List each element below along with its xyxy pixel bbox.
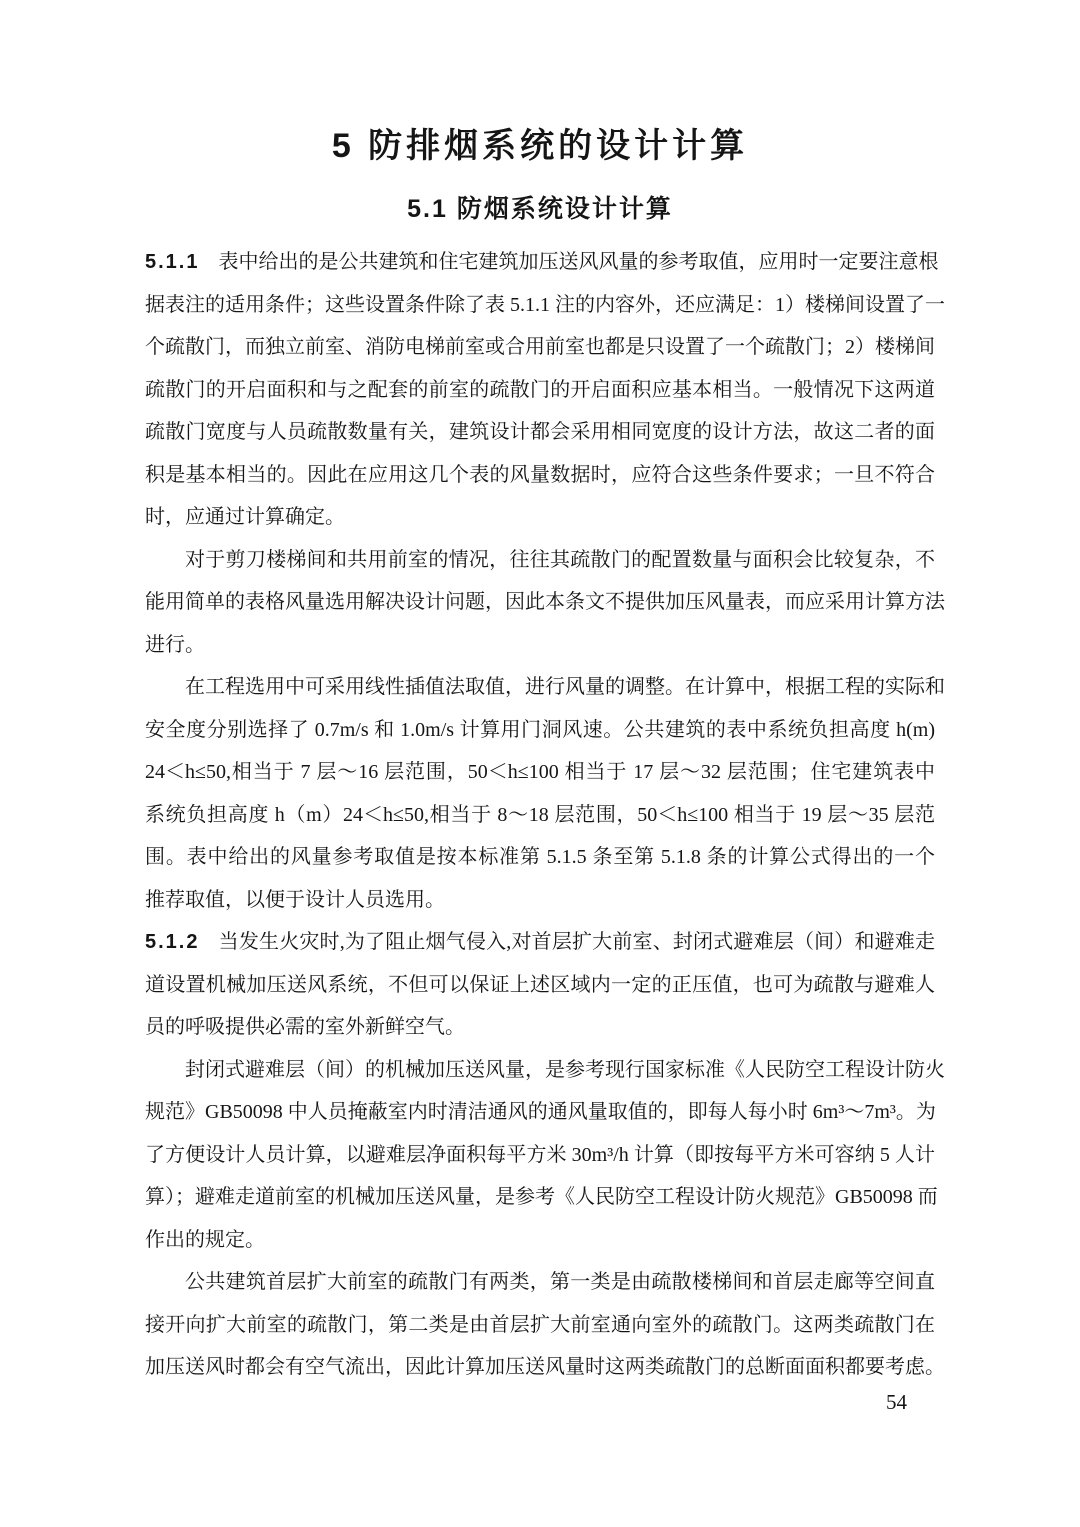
- text-line: 围。表中给出的风量参考取值是按本标准第 5.1.5 条至第 5.1.8 条的计算公式得出的一个: [145, 846, 935, 868]
- text-line: 24＜h≤50,相当于 7 层～16 层范围，50＜h≤100 相当于 17 层～32 层范围；住宅建筑表中: [145, 761, 935, 783]
- text-line: 时，应通过计算确定。: [145, 506, 345, 528]
- text-line: 进行。: [145, 633, 205, 656]
- text-line: 疏散门的开启面积和与之配套的前室的疏散门的开启面积应基本相当。一般情况下这两道: [145, 378, 935, 401]
- paragraph: [145, 1261, 945, 1389]
- page-number: 54: [886, 1390, 907, 1414]
- text-line: 5.1.1 表中给出的是公共建筑和住宅建筑加压送风风量的参考取值，应用时一定要注意根: [145, 251, 939, 273]
- clause-number: 5.1.1: [145, 251, 200, 273]
- text-line: 安全度分别选择了 0.7m/s 和 1.0m/s 计算用门洞风速。公共建筑的表中系统负担高度 h(m): [145, 718, 935, 741]
- paragraph: [145, 921, 935, 1049]
- text-line: 算）；避难走道前室的机械加压送风量，是参考《人民防空工程设计防火规范》GB50098 而: [145, 1186, 938, 1208]
- paragraph: [145, 539, 945, 667]
- paragraph: [145, 1049, 945, 1262]
- text-line: 规范》GB50098 中人员掩蔽室内时清洁通风的通风量取值的，即每人每小时 6m³～7m³。为: [145, 1101, 936, 1123]
- text-line: 对于剪刀楼梯间和共用前室的情况，往往其疏散门的配置数量与面积会比较复杂，不: [185, 548, 935, 571]
- text-line: 据表注的适用条件；这些设置条件除了表 5.1.1 注的内容外，还应满足：1）楼梯间设置了一: [145, 293, 945, 316]
- text-line: 能用简单的表格风量选用解决设计问题，因此本条文不提供加压风量表，而应采用计算方法: [145, 591, 945, 613]
- text-line: 了方便设计人员计算，以避难层净面积每平方米 30m³/h 计算（即按每平方米可容纳 5 人计: [145, 1143, 935, 1166]
- text-line: 员的呼吸提供必需的室外新鲜空气。: [145, 1016, 465, 1038]
- text-line: 5.1.2 当发生火灾时,为了阻止烟气侵入,对首层扩大前室、封闭式避难层（间）和避难走: [145, 931, 935, 953]
- text-line: 推荐取值，以便于设计人员选用。: [145, 888, 445, 911]
- text-line: 积是基本相当的。因此在应用这几个表的风量数据时，应符合这些条件要求；一旦不符合: [145, 463, 935, 486]
- section-heading: 5.1 防烟系统设计计算: [407, 195, 673, 223]
- text-line: 作出的规定。: [145, 1228, 265, 1251]
- paragraph: [145, 666, 945, 921]
- text-line: 封闭式避难层（间）的机械加压送风量，是参考现行国家标准《人民防空工程设计防火: [185, 1058, 945, 1081]
- text-line: 系统负担高度 h（m）24＜h≤50,相当于 8～18 层范围，50＜h≤100 相当于 19 层～35 层范: [145, 803, 935, 826]
- paragraph: [145, 241, 945, 539]
- body-text: [145, 241, 945, 1389]
- text-line: 公共建筑首层扩大前室的疏散门有两类，第一类是由疏散楼梯间和首层走廊等空间直: [185, 1271, 935, 1293]
- text-line: 在工程选用中可采用线性插值法取值，进行风量的调整。在计算中，根据工程的实际和: [185, 676, 945, 698]
- text-line: 加压送风时都会有空气流出，因此计算加压送风量时这两类疏散门的总断面面积都要考虑。: [145, 1356, 945, 1378]
- chapter-title: 5 防排烟系统的设计计算: [331, 127, 749, 165]
- clause-number: 5.1.2: [145, 931, 200, 953]
- text-line: 个疏散门，而独立前室、消防电梯前室或合用前室也都是只设置了一个疏散门；2）楼梯间: [145, 336, 935, 358]
- text-line: 道设置机械加压送风系统，不但可以保证上述区域内一定的正压值，也可为疏散与避难人: [145, 973, 935, 996]
- text-line: 疏散门宽度与人员疏散数量有关，建筑设计都会采用相同宽度的设计方法，故这二者的面: [145, 421, 935, 443]
- text-line: 接开向扩大前室的疏散门，第二类是由首层扩大前室通向室外的疏散门。这两类疏散门在: [145, 1313, 935, 1336]
